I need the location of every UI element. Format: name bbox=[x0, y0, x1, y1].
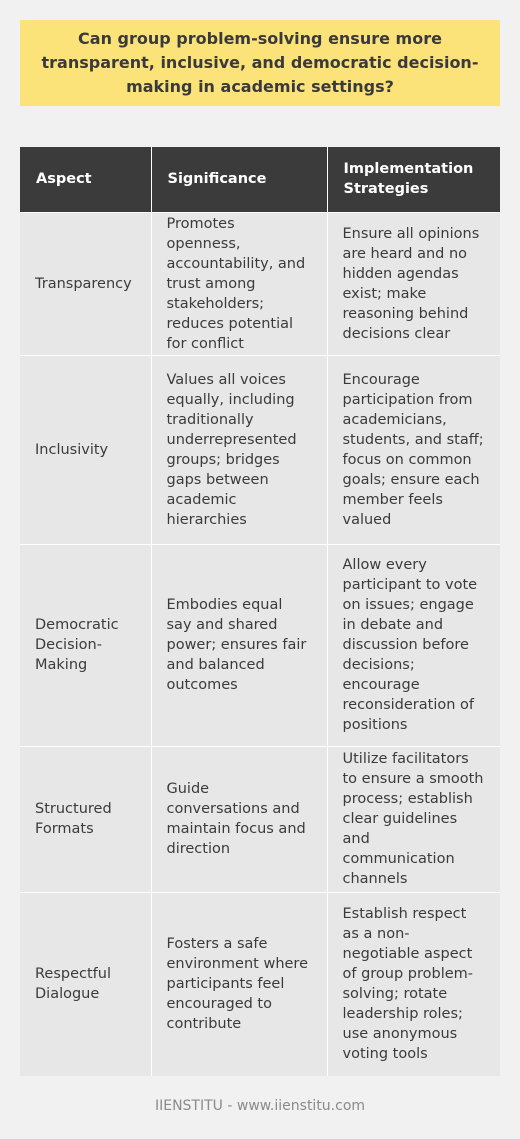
page-title: Can group problem-solving ensure more transparent, inclusive, and democratic decision-making in academic settings? bbox=[41, 29, 479, 96]
header-strategies: Implementation Strategies bbox=[327, 147, 500, 212]
cell-significance: Promotes openness, accountability, and trust among stakeholders; reduces potential for conflict bbox=[151, 212, 327, 355]
header-aspect: Aspect bbox=[20, 147, 151, 212]
cell-aspect: Democratic Decision-Making bbox=[20, 544, 151, 746]
header-row bbox=[20, 147, 500, 212]
comparison-table bbox=[20, 147, 500, 1076]
cell-aspect: Structured Formats bbox=[20, 746, 151, 892]
cell-strategies: Encourage participation from academicians, students, and staff; focus on common goals; ensure each member feels valued bbox=[327, 355, 500, 544]
table-row bbox=[20, 355, 500, 544]
cell-significance: Guide conversations and maintain focus and direction bbox=[151, 746, 327, 892]
cell-strategies: Allow every participant to vote on issues; engage in debate and discussion before decisions; encourage reconsideration of positions bbox=[327, 544, 500, 746]
cell-strategies: Utilize facilitators to ensure a smooth process; establish clear guidelines and communication channels bbox=[327, 746, 500, 892]
table-row bbox=[20, 212, 500, 355]
cell-significance: Embodies equal say and shared power; ensures fair and balanced outcomes bbox=[151, 544, 327, 746]
table-row bbox=[20, 746, 500, 892]
table-header bbox=[20, 147, 500, 212]
cell-aspect: Transparency bbox=[20, 212, 151, 355]
footer-credit: IIENSTITU - www.iienstitu.com bbox=[154, 1098, 366, 1114]
table-row bbox=[20, 892, 500, 1076]
cell-strategies: Establish respect as a non-negotiable aspect of group problem-solving; rotate leadership roles; use anonymous voting tools bbox=[327, 892, 500, 1076]
table-row bbox=[20, 544, 500, 746]
header-significance: Significance bbox=[151, 147, 327, 212]
table-body bbox=[20, 212, 500, 1076]
comparison-table-container bbox=[20, 147, 500, 1076]
cell-significance: Fosters a safe environment where participants feel encouraged to contribute bbox=[151, 892, 327, 1076]
cell-aspect: Inclusivity bbox=[20, 355, 151, 544]
cell-strategies: Ensure all opinions are heard and no hidden agendas exist; make reasoning behind decisions clear bbox=[327, 212, 500, 355]
title-banner bbox=[20, 20, 500, 106]
cell-aspect: Respectful Dialogue bbox=[20, 892, 151, 1076]
cell-significance: Values all voices equally, including traditionally underrepresented groups; bridges gaps between academic hierarchies bbox=[151, 355, 327, 544]
